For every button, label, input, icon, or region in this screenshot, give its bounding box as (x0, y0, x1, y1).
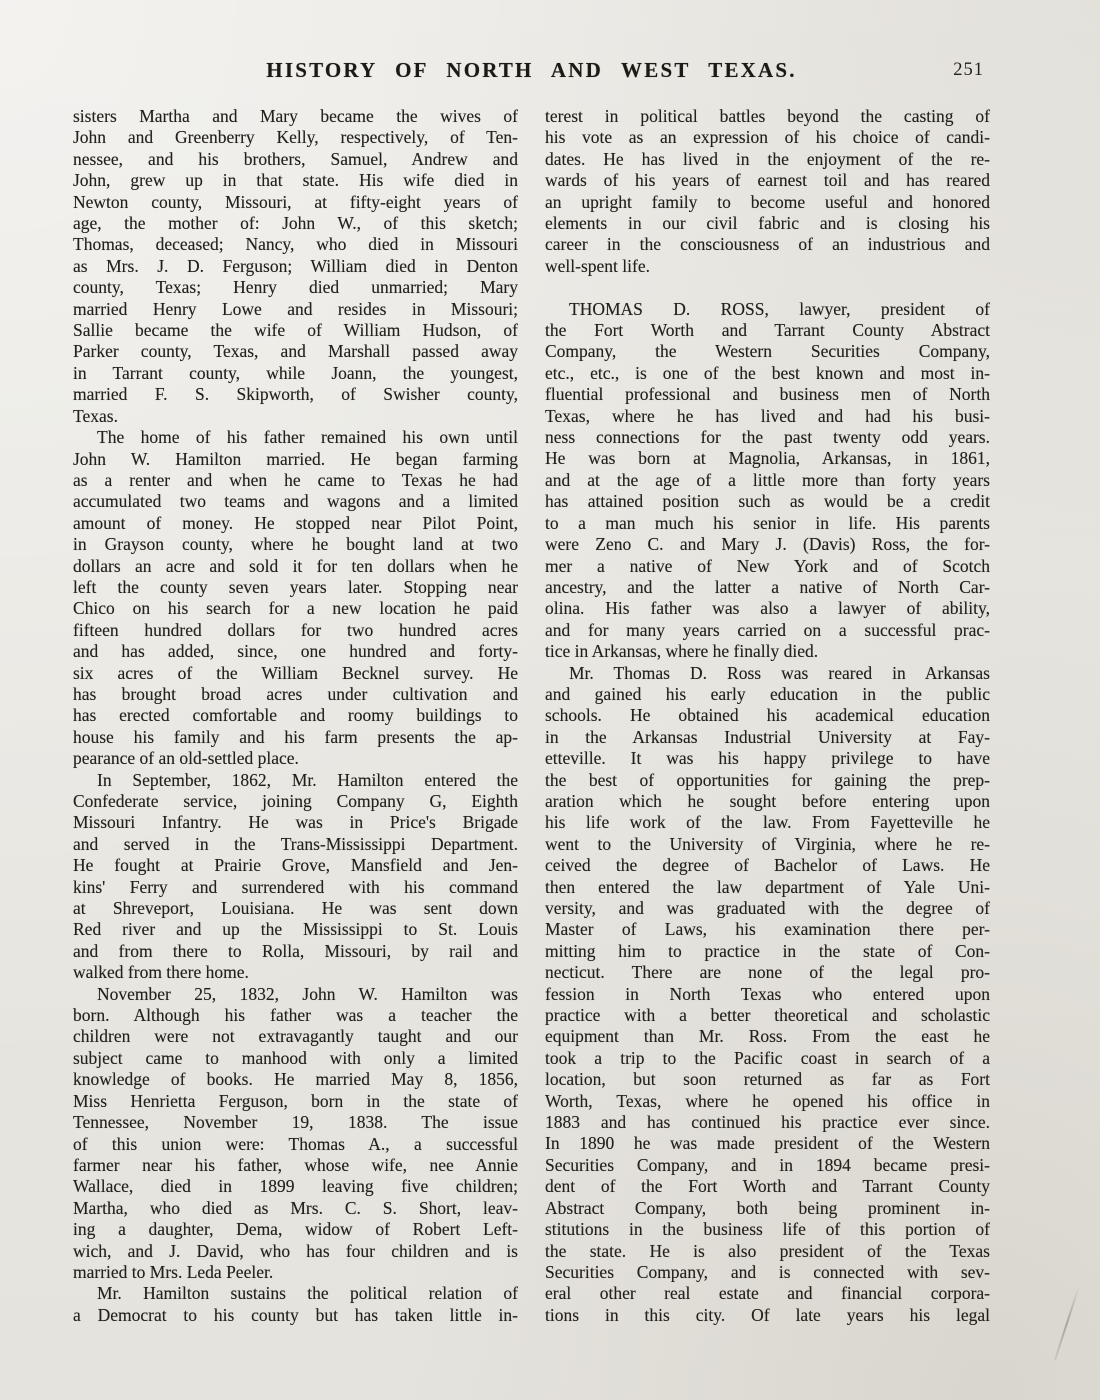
text-line: dollars an acre and sold it for ten dollars when he (73, 555, 518, 576)
text-line: as Mrs. J. D. Ferguson; William died in Denton (73, 255, 518, 276)
text-line: ceived the degree of Bachelor of Laws. He (545, 855, 990, 876)
text-line: Thomas, deceased; Nancy, who died in Missouri (73, 234, 518, 255)
text-line: Martha, who died as Mrs. C. S. Short, leav- (73, 1197, 518, 1218)
text-line: the state. He is also president of the Texas (545, 1240, 990, 1261)
text-line: an upright family to become useful and honored (545, 191, 990, 212)
text-line: elements in our civil fabric and is closing his (545, 213, 990, 234)
text-line: kins' Ferry and surrendered with his command (73, 876, 518, 897)
text-line: fifteen hundred dollars for two hundred acres (73, 619, 518, 640)
text-line: Sallie became the wife of William Hudson, of (73, 320, 518, 341)
text-line: the best of opportunities for gaining the prep- (545, 769, 990, 790)
text-line: and for many years carried on a successful prac- (545, 619, 990, 640)
text-line: in Grayson county, where he bought land at two (73, 534, 518, 555)
paragraph (73, 770, 518, 984)
text-line: eral other real estate and financial corpora- (545, 1283, 990, 1304)
text-line: mitting him to practice in the state of Con- (545, 940, 990, 961)
text-line: went to the University of Virginia, where he re- (545, 833, 990, 854)
paragraph (545, 299, 990, 663)
text-line: aration which he sought before entering upon (545, 790, 990, 811)
text-line: and gained his early education in the public (545, 683, 990, 704)
left-column (73, 106, 518, 1326)
text-line: Mr. Thomas D. Ross was reared in Arkansas (569, 662, 990, 683)
text-line: were Zeno C. and Mary J. (Davis) Ross, the for- (545, 534, 990, 555)
text-line: etteville. It was his happy privilege to have (545, 748, 990, 769)
text-line: dent of the Fort Worth and Tarrant County (545, 1176, 990, 1197)
text-line: John, grew up in that state. His wife died in (73, 170, 518, 191)
text-line: Miss Henrietta Ferguson, born in the state of (73, 1090, 518, 1111)
text-line: subject came to manhood with only a limited (73, 1047, 518, 1068)
text-line: ing a daughter, Dema, widow of Robert Left- (73, 1219, 518, 1240)
text-line: county, Texas; Henry died unmarried; Mary (73, 277, 518, 298)
text-line: has attained position such as would be a credit (545, 491, 990, 512)
text-line: Master of Laws, his examination there per- (545, 919, 990, 940)
text-line: schools. He obtained his academical education (545, 705, 990, 726)
text-line: John W. Hamilton married. He began farming (73, 448, 518, 469)
text-line: took a trip to the Pacific coast in search of a (545, 1047, 990, 1068)
text-line: Texas. (73, 405, 118, 426)
text-line: stitutions in the business life of this portion of (545, 1219, 990, 1240)
right-column (545, 106, 990, 1326)
text-line: wards of his years of earnest toil and has reared (545, 170, 990, 191)
text-line: In 1890 he was made president of the Western (545, 1133, 990, 1154)
text-line: born. Although his father was a teacher the (73, 1005, 518, 1026)
text-line: John and Greenberry Kelly, respectively, of Ten- (73, 127, 518, 148)
text-line: Abstract Company, both being prominent in- (545, 1197, 990, 1218)
text-line: a Democrat to his county but has taken little in- (73, 1304, 518, 1325)
text-line: necticut. There are none of the legal pro- (545, 962, 990, 983)
text-line: 1883 and has continued his practice ever since. (545, 1112, 990, 1133)
text-line: Newton county, Missouri, at fifty-eight years of (73, 191, 518, 212)
text-line: dates. He has lived in the enjoyment of the re- (545, 148, 990, 169)
text-line: The home of his father remained his own until (97, 427, 518, 448)
text-line: walked from there home. (73, 962, 249, 983)
text-line: versity, and was graduated with the degree of (545, 898, 990, 919)
text-line: practice with a better theoretical and scholastic (545, 1005, 990, 1026)
text-line: Tennessee, November 19, 1838. The issue (73, 1112, 518, 1133)
text-line: and from there to Rolla, Missouri, by rail and (73, 940, 518, 961)
text-line: Red river and up the Mississippi to St. Louis (73, 919, 518, 940)
text-line: equipment than Mr. Ross. From the east he (545, 1026, 990, 1047)
text-line: Confederate service, joining Company G, Eighth (73, 791, 518, 811)
text-line: children were not extravagantly taught and our (73, 1026, 518, 1047)
text-line: has brought broad acres under cultivation and (73, 683, 518, 704)
page-body (73, 106, 990, 1326)
text-line: amount of money. He stopped near Pilot Point, (73, 512, 518, 533)
paragraph (73, 427, 518, 770)
text-line: left the county seven years later. Stopping near (73, 576, 518, 597)
text-line: of this union were: Thomas A., a successful (73, 1133, 518, 1154)
text-line: career in the consciousness of an industrious and (545, 234, 990, 255)
text-line: He fought at Prairie Grove, Mansfield and Jen- (73, 855, 518, 876)
text-line: to a man much his senior in life. His parents (545, 512, 990, 533)
paragraph (73, 106, 518, 427)
text-line: location, but soon returned as far as Fort (545, 1069, 990, 1090)
text-line: ancestry, and the latter a native of North Car- (545, 576, 990, 597)
text-line: married F. S. Skipworth, of Swisher county, (73, 384, 518, 405)
text-line: knowledge of books. He married May 8, 1856, (73, 1069, 518, 1090)
text-line: terest in political battles beyond the casting of (545, 106, 990, 126)
text-line: Worth, Texas, where he opened his office in (545, 1090, 990, 1111)
text-line: fession in North Texas who entered upon (545, 983, 990, 1004)
text-line: accumulated two teams and wagons and a limited (73, 491, 518, 512)
text-line: six acres of the William Becknel survey. He (73, 662, 518, 683)
text-line: age, the mother of: John W., of this sketch; (73, 213, 518, 234)
text-line: in Tarrant county, while Joann, the youngest, (73, 362, 518, 383)
text-line: sisters Martha and Mary became the wives of (73, 106, 518, 126)
paragraph (73, 984, 518, 1284)
text-line: Company, the Western Securities Company, (545, 341, 990, 362)
paragraph (545, 106, 990, 277)
scan-scratch-artifact (1054, 1286, 1080, 1361)
text-line: Securities Company, and in 1894 became presi- (545, 1154, 990, 1175)
page-title: HISTORY OF NORTH AND WEST TEXAS. (266, 58, 797, 82)
text-line: Texas, where he has lived and had his busi- (545, 405, 990, 426)
text-line: wich, and J. David, who has four children and is (73, 1240, 518, 1261)
text-line: Missouri Infantry. He was in Price's Brigade (73, 812, 518, 833)
text-line: ness connections for the past twenty odd years. (545, 427, 990, 448)
text-line: married Henry Lowe and resides in Missouri; (73, 298, 518, 319)
text-line: then entered the law department of Yale Uni- (545, 876, 990, 897)
text-line: and at the age of a little more than forty years (545, 469, 990, 490)
text-line: the Fort Worth and Tarrant County Abstract (545, 320, 990, 341)
text-line: has erected comfortable and roomy buildings to (73, 705, 518, 726)
text-line: house his family and his farm presents the ap- (73, 726, 518, 747)
text-line: farmer near his father, whose wife, nee Annie (73, 1154, 518, 1175)
text-line: in the Arkansas Industrial University at Fay- (545, 726, 990, 747)
text-line: as a renter and when he came to Texas he had (73, 469, 518, 490)
text-line: Securities Company, and is connected with sev- (545, 1261, 990, 1282)
text-line: and has added, since, one hundred and forty- (73, 641, 518, 662)
text-line: olina. His father was also a lawyer of ability, (545, 598, 990, 619)
text-line: well-spent life. (545, 255, 650, 276)
text-line: at Shreveport, Louisiana. He was sent down (73, 898, 518, 919)
paragraph (73, 1283, 518, 1326)
text-line: tions in this city. Of late years his legal (545, 1304, 990, 1325)
text-line: mer a native of New York and of Scotch (545, 555, 990, 576)
text-line: fluential professional and business men of North (545, 384, 990, 405)
text-line: nessee, and his brothers, Samuel, Andrew and (73, 148, 518, 169)
text-line: his vote as an expression of his choice of candi- (545, 127, 990, 148)
text-line: his life work of the law. From Fayetteville he (545, 812, 990, 833)
paragraph (545, 663, 990, 1327)
text-line: In September, 1862, Mr. Hamilton entered the (97, 769, 518, 790)
text-line: He was born at Magnolia, Arkansas, in 1861, (545, 448, 990, 469)
text-line: November 25, 1832, John W. Hamilton was (97, 983, 518, 1004)
text-line: tice in Arkansas, where he finally died. (545, 641, 819, 662)
text-line: pearance of an old-settled place. (73, 748, 299, 769)
text-line: Wallace, died in 1899 leaving five children; (73, 1176, 518, 1197)
text-line: Parker county, Texas, and Marshall passed away (73, 341, 518, 362)
page-header (73, 58, 990, 88)
text-line: married to Mrs. Leda Peeler. (73, 1261, 274, 1282)
text-line: Mr. Hamilton sustains the political relation of (97, 1283, 518, 1304)
text-line: and served in the Trans-Mississippi Department. (73, 833, 518, 854)
text-line: THOMAS D. ROSS, lawyer, president of (569, 298, 990, 319)
text-line: etc., etc., is one of the best known and most in- (545, 362, 990, 383)
text-line: Chico on his search for a new location he paid (73, 598, 518, 619)
page-number: 251 (953, 60, 984, 80)
